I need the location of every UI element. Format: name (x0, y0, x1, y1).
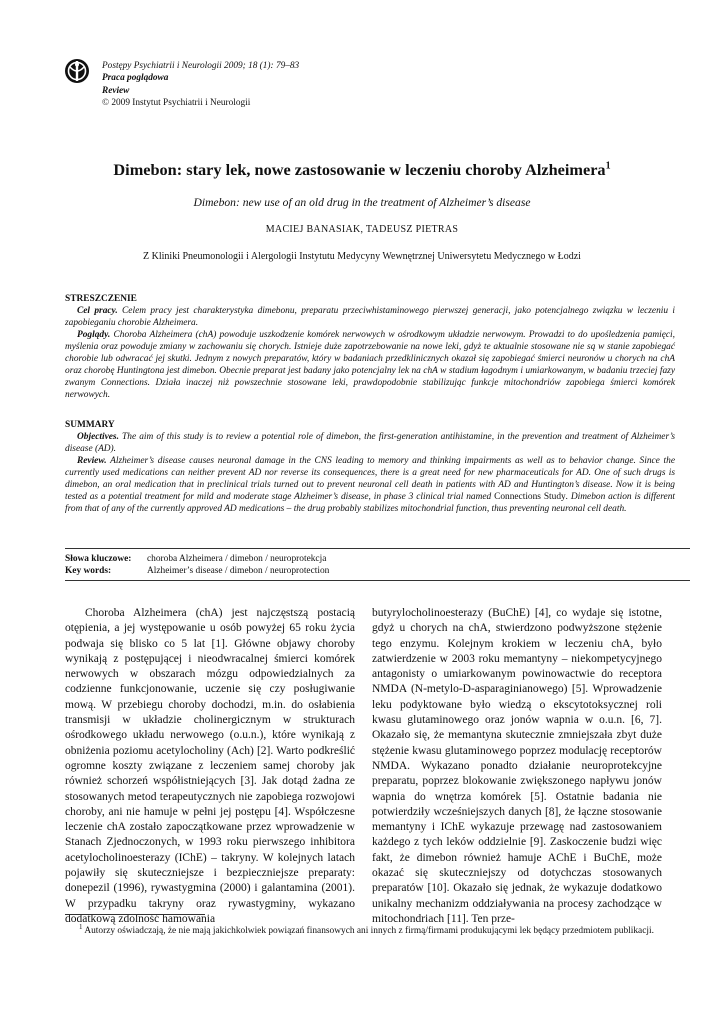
affiliation: Z Kliniki Pneumonologii i Alergologii Instytutu Medycyny Wewnętrznej Uniwersytetu Medycznego w Łodzi (143, 251, 581, 262)
keywords-pl-label: Słowa kluczowe: (65, 554, 132, 564)
abstract-english-objectives (65, 431, 675, 455)
authors: MACIEJ BANASIAK, TADEUSZ PIETRAS (265, 224, 459, 235)
review-label: Review. (77, 456, 107, 467)
keywords-top-rule (65, 548, 690, 549)
aim-text: Celem pracy jest charakterystyka dimebonu, preparatu przeciwhistaminowego pierwszej generacji, jako potencjalnego związku w leczeniu i zapobieganiu chorobie Alzheimera. (65, 306, 675, 329)
abstract-polish-aim (65, 305, 675, 329)
article-type-en: Review (102, 85, 130, 96)
views-text: Choroba Alzheimera (chA) powoduje uszkodzenie komórek nerwowych w ośrodkowym układzie nerwowym. Prowadzi to do upośledzenia pamięci, myślenia oraz powoduje zmiany w zachowaniu się chorych. Istnieje duże zapotrzebowanie na nowe leki, gdyż te aktualnie stosowane nie są w stanie zapobiegać chorobie lub odwracać jej skutki. Jednym z nowych preparatów, który w badaniach przedklinicznych okazał się zapobiegać śmierci neuronów u chorych na chA oraz chorobę Huntingtona jest dimebon. Obecnie preparat jest badany jako potencjalny lek na chA w stadium łagodnym i umiarkowanym, w badaniu trzeciej fazy zwanym Connections. Działa inaczej niż powszechnie stosowane leki, prawdopodobnie stabilizując funkcje mitochondriów zapobiega śmierci komórek nerwowych. (65, 330, 676, 401)
title-footnote-marker: 1 (605, 160, 611, 172)
body-column-left (65, 606, 355, 927)
body-paragraph-right: butyrylocholinoesterazy (BuChE) [4], co wydaje się istotne, gdyż u chorych na chA, stwierdzono podwyższone stężenie tego enzymu. Kolejnym krokiem w leczeniu chA, było zatwierdzenie w 2003 roku memantyny – niekompetycyjnego antagonisty o umiarkowanym powinowactwie do receptora NMDA (N-metylo-D-asparaginianowego) [5]. Wprowadzenie leku podyktowane było wiedzą o ekscytotoksycznej roli kwasu glutaminowego oraz jonów wapnia w o.u.n. [6, 7]. Okazało się, że memantyna skutecznie zmniejszała zbyt duże stężenie kwasu glutaminowego poprzez modulację receptorów NMDA. Wykazano ponadto działanie neuroprotekcyjne preparatu, poprzez blokowanie zwiększonego napływu jonów wapnia do wnętrza komórek [5]. Ostatnie badania nie potwierdziły wcześniejszych danych [8], że łączne stosowanie memantyny i IChE wykazuje przewagę nad zastosowaniem każdego z tych leków oddzielnie [9]. Zaskoczenie budzi więc fakt, że dimebon również hamuje AChE i BuChE, może okazać się skuteczniejszy od dotychczas stosowanych preparatów [10]. Okazało się jednak, że wykazuje dodatkowo unikalny mechanizm oddziaływania na procesy zachodzące w mitochondriach [11]. Ten prze- (372, 607, 662, 925)
keywords-en-label: Key words: (65, 566, 112, 577)
review-text-1: Alzheimer’s disease causes neuronal damage in the CNS leading to memory and thinking impairments as well as to behavior change. Since the currently used medications can neither prevent AD nor reverse its consequences, there is a great need for new pharmaceuticals for AD. One of such drugs is dimebon, an oral medication that in preclinical trials turned out to prevent neuronal cell death in patients with AD and Huntington’s disease. Now it is being tested as a potential treatment for mild and moderate stage Alzheimer’s disease, in phase 3 clinical trial named (65, 456, 675, 503)
footnote-rule (65, 914, 205, 915)
review-text-2: . Dimebon action is different from that of any of the currently approved AD medications – the drug probably stabilizes mitochondrial function, thus preventing neuronal cell death. (65, 492, 675, 515)
article-type-pl: Praca poglądowa (102, 73, 169, 84)
article-title-text: Dimebon: stary lek, nowe zastosowanie w leczeniu choroby Alzheimera (113, 160, 606, 179)
footnote-number: 1 (79, 923, 83, 931)
body-column-right (372, 606, 662, 927)
abstract-polish-views (65, 329, 675, 401)
journal-citation: Postępy Psychiatrii i Neurologii 2009; 18 (1): 79–83 (102, 61, 300, 71)
keywords-pl-value: choroba Alzheimera / dimebon / neuroprotekcja (147, 554, 327, 564)
copyright: © 2009 Instytut Psychiatrii i Neurologii (102, 98, 251, 109)
keywords-en-row (65, 565, 329, 577)
keywords (65, 553, 329, 578)
abstract-english-review (65, 455, 675, 515)
abstract-english-heading: SUMMARY (65, 420, 115, 430)
abstract-english (65, 419, 675, 515)
journal-logo-icon (64, 58, 90, 84)
review-study-name: Connections Study (494, 492, 566, 503)
body-paragraph-left: Choroba Alzheimera (chA) jest najczęstszą postacią otępienia, a jej występowanie u osób powyżej 65 roku życia podwaja się blisko co 5 lat [1]. Główne objawy choroby wynikają z postępującej i nieodwracalnej śmierci komórek nerwowych w obszarach mózgu odpowiedzialnych za codzienne funkcjonowanie, uczenie się czy posługiwanie mową. W przebiegu choroby dochodzi, m.in. do osłabienia transmisji w układzie cholinergicznym w strukturach ośrodkowego układu nerwowego (o.u.n.), które wynikają z obniżenia poziomu acetylocholiny (Ach) [2]. Warto podkreślić ogromne koszty związane z leczeniem samej choroby jak również schorzeń współistniejących [3]. Jak dotąd żadna ze stosowanych metod terapeutycznych nie zapobiega rozwojowi choroby, ani nie hamuje w pełni jej postępu [4]. Współczesne leczenie chA zostało zapoczątkowane przez wprowadzenie w Stanach Zjednoczonych, w 1993 roku pierwszego inhibitora acetylocholinoesterazy (IChE) – takryny. W kolejnych latach pojawiły się skuteczniejsze i bezpieczniejsze preparaty: donepezil (1996), rywastygmina (2000) i galantamina (2001). W przypadku takryny oraz rywastygminy, wykazano dodatkową zdolność hamowania (65, 607, 355, 925)
footnote-text: Autorzy oświadczają, że nie mają jakichkolwiek powiązań finansowych ani innych z firmą/firmami produkującymi lek będący przedmiotem publikacji. (84, 926, 654, 937)
views-label: Poglądy. (77, 330, 111, 341)
article-subtitle: Dimebon: new use of an old drug in the treatment of Alzheimer’s disease (193, 196, 531, 209)
keywords-en-value: Alzheimer’s disease / dimebon / neuroprotection (147, 566, 330, 577)
objectives-text: The aim of this study is to review a potential role of dimebon, the first-generation antihistamine, in the prevention and treatment of Alzheimer’s disease (AD). (65, 432, 676, 455)
objectives-label: Objectives. (77, 432, 119, 443)
abstract-polish-heading: STRESZCZENIE (65, 294, 137, 304)
aim-label: Cel pracy. (77, 306, 118, 317)
journal-info (102, 60, 299, 110)
keywords-pl-row (65, 553, 329, 565)
article-title (0, 160, 724, 180)
keywords-bottom-rule (65, 580, 690, 581)
abstract-polish (65, 293, 675, 401)
footnote (65, 921, 690, 938)
